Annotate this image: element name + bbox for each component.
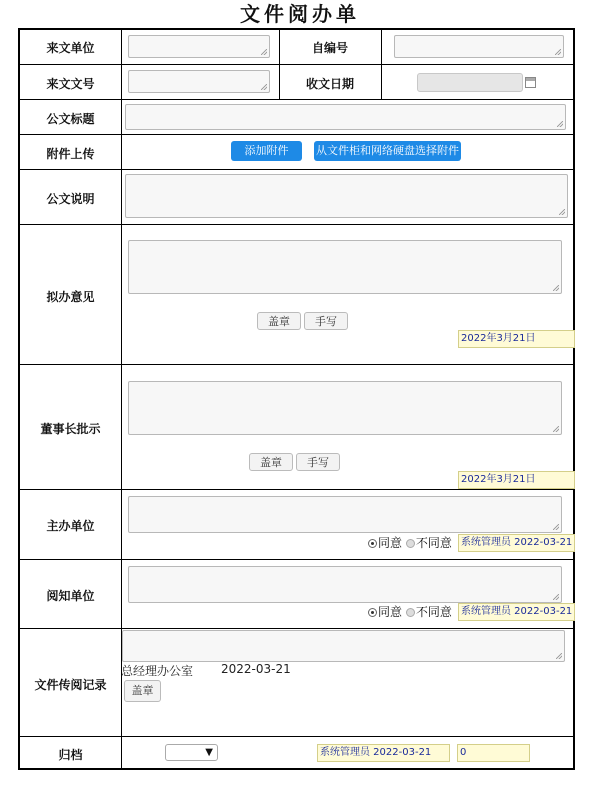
doc-title-field[interactable] bbox=[125, 104, 566, 130]
row-divider bbox=[20, 559, 573, 560]
label-circulation: 文件传阅记录 bbox=[34, 678, 107, 692]
row-divider bbox=[20, 169, 573, 170]
proposal-field[interactable] bbox=[128, 240, 562, 294]
chairman-handwrite-button[interactable]: 手写 bbox=[296, 453, 340, 471]
self-number-field[interactable] bbox=[394, 35, 564, 58]
label-attachment: 附件上传 bbox=[46, 147, 95, 161]
agree-label: 同意 bbox=[378, 605, 403, 619]
agree-label: 同意 bbox=[378, 536, 403, 550]
disagree-label: 不同意 bbox=[415, 536, 452, 550]
row-divider bbox=[20, 64, 573, 65]
archive-select[interactable]: ▼ bbox=[165, 744, 218, 761]
label-read-unit: 阅知单位 bbox=[46, 589, 95, 603]
circulation-field[interactable] bbox=[122, 630, 565, 662]
host-unit-field[interactable] bbox=[128, 496, 562, 533]
chairman-field[interactable] bbox=[128, 381, 562, 435]
row-divider bbox=[20, 736, 573, 737]
proposal-handwrite-button[interactable]: 手写 bbox=[304, 312, 348, 330]
disagree-label: 不同意 bbox=[415, 605, 452, 619]
row-divider bbox=[20, 99, 573, 100]
agree-radio[interactable] bbox=[368, 608, 377, 617]
receive-date-input[interactable] bbox=[417, 73, 523, 92]
proposal-date: 2022年3月21日 bbox=[458, 330, 575, 348]
label-doc-title: 公文标题 bbox=[46, 112, 95, 126]
sender-unit-field[interactable] bbox=[128, 35, 270, 58]
circulation-date: 2022-03-21 bbox=[221, 662, 291, 676]
circulation-office: 总经理办公室 bbox=[121, 664, 194, 678]
label-doc-number: 来文文号 bbox=[46, 77, 95, 91]
doc-desc-field[interactable] bbox=[125, 174, 568, 218]
agree-radio[interactable] bbox=[368, 539, 377, 548]
col-divider bbox=[381, 30, 382, 99]
chairman-date: 2022年3月21日 bbox=[458, 471, 575, 489]
doc-number-field[interactable] bbox=[128, 70, 270, 93]
chairman-stamp-button[interactable]: 盖章 bbox=[249, 453, 293, 471]
select-from-cabinet-button[interactable]: 从文件柜和网络硬盘选择附件 bbox=[314, 141, 461, 161]
proposal-stamp-button[interactable]: 盖章 bbox=[257, 312, 301, 330]
disagree-radio[interactable] bbox=[406, 608, 415, 617]
row-divider bbox=[20, 364, 573, 365]
label-host-unit: 主办单位 bbox=[46, 519, 95, 533]
label-receive-date: 收文日期 bbox=[305, 77, 354, 91]
disagree-radio[interactable] bbox=[406, 539, 415, 548]
row-divider bbox=[20, 134, 573, 135]
label-proposal: 拟办意见 bbox=[46, 290, 95, 304]
label-self-number: 自编号 bbox=[311, 41, 348, 55]
archive-count[interactable]: 0 bbox=[457, 744, 530, 762]
archive-signer: 系统管理员 2022-03-21 bbox=[317, 744, 450, 762]
calendar-icon[interactable] bbox=[525, 77, 536, 88]
label-chairman: 董事长批示 bbox=[40, 422, 101, 436]
label-doc-desc: 公文说明 bbox=[46, 192, 95, 206]
host-unit-opinion bbox=[368, 534, 452, 551]
page-title: 文件阅办单 bbox=[240, 2, 360, 26]
row-divider bbox=[20, 224, 573, 225]
row-divider bbox=[20, 489, 573, 490]
label-archive: 归档 bbox=[58, 748, 83, 762]
host-unit-signer: 系统管理员 2022-03-21 bbox=[458, 534, 575, 552]
read-unit-opinion bbox=[368, 603, 452, 620]
label-sender-unit: 来文单位 bbox=[46, 41, 95, 55]
circulation-stamp-button[interactable]: 盖章 bbox=[124, 680, 161, 702]
add-attachment-button[interactable]: 添加附件 bbox=[231, 141, 302, 161]
read-unit-field[interactable] bbox=[128, 566, 562, 603]
form-table bbox=[18, 28, 575, 770]
read-unit-signer: 系统管理员 2022-03-21 bbox=[458, 603, 575, 621]
row-divider bbox=[20, 628, 573, 629]
